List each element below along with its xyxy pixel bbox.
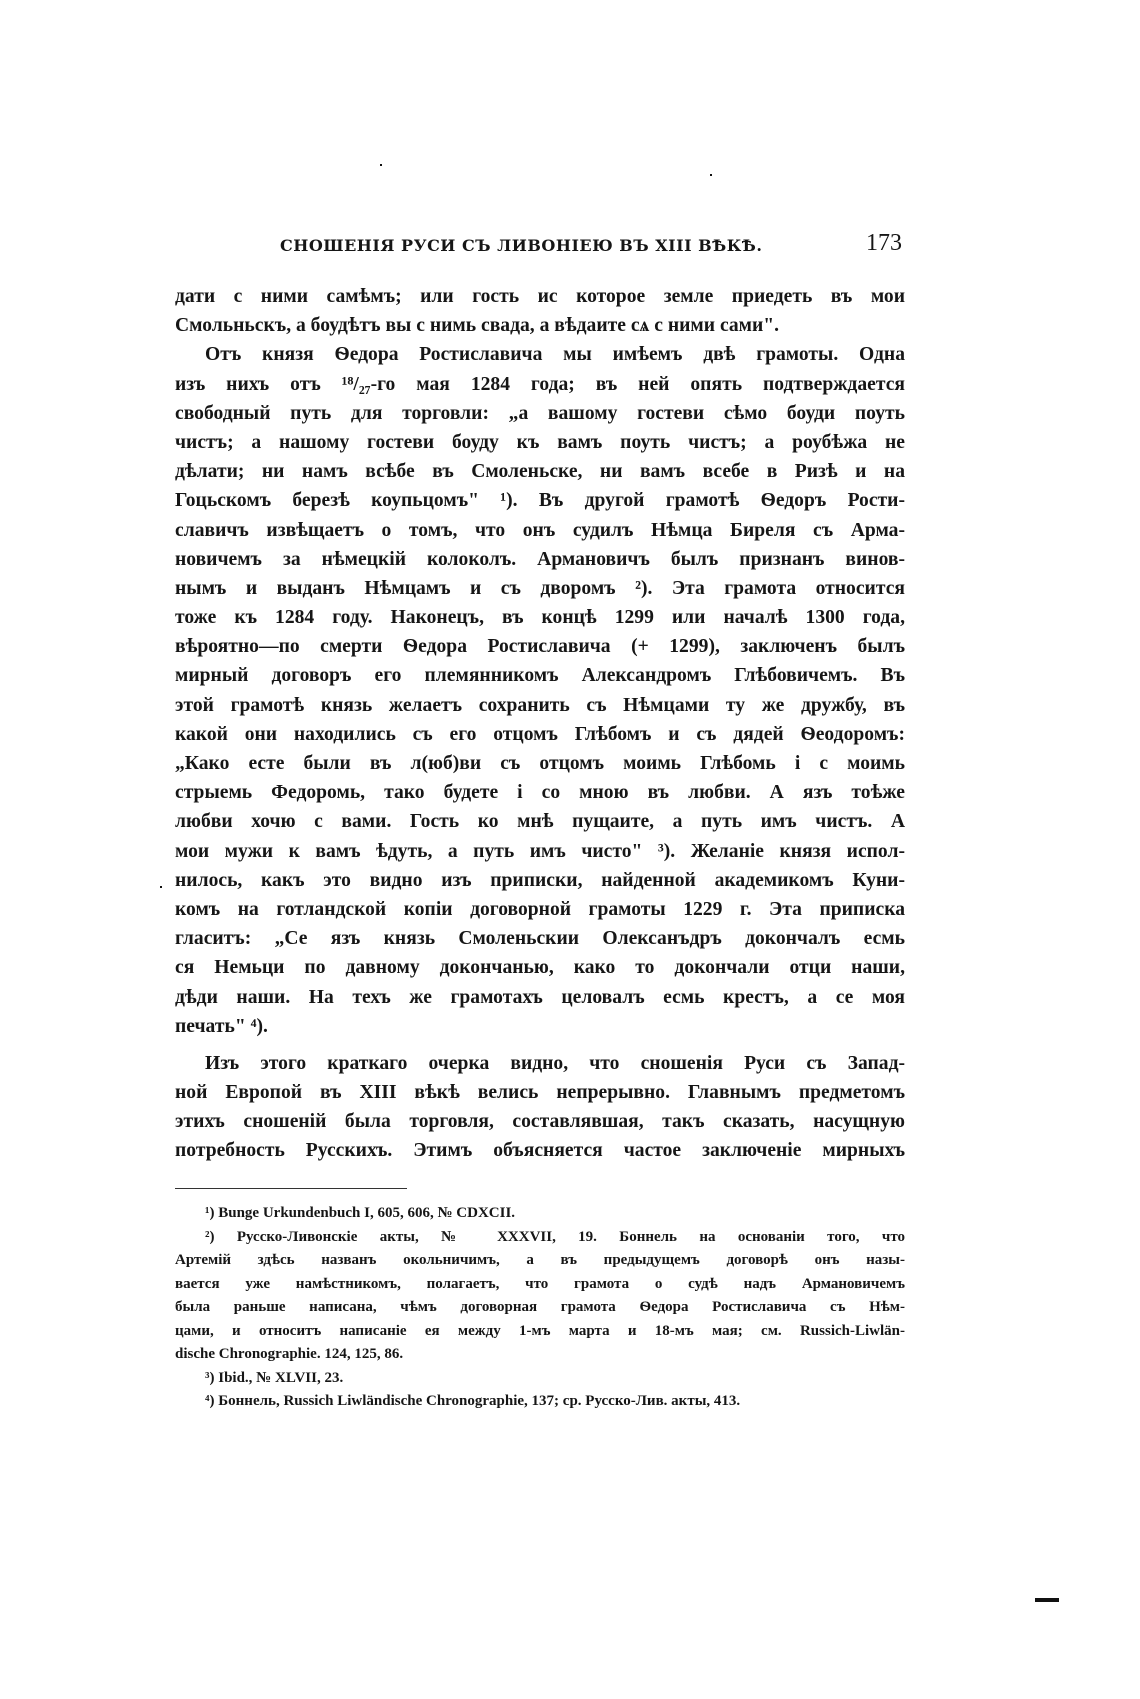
- text-line: стрыемь Федоромь, тако будете і со мною въ любви. А язъ тоѣже: [175, 782, 905, 804]
- text-line: дати с ними самѣмъ; или гость ис которое земле приедеть въ мои: [175, 286, 905, 307]
- footnote-line: вается уже намѣстникомъ, полагаетъ, что грамота о судѣ надъ Армановичемъ: [175, 1275, 905, 1292]
- text-line: любви хочю с вами. Гость ко мнѣ пущаите, а путь имъ чистъ. А: [175, 811, 905, 833]
- text-line: потребность Русскихъ. Этимъ объясняется частое заключеніе мирныхъ: [175, 1140, 905, 1162]
- footnote-line: ⁴) Боннель, Russich Liwländische Chronographie, 137; ср. Русско-Лив. акты, 413.: [205, 1393, 741, 1409]
- text-line: гласитъ: „Се язъ князь Смоленьскии Олексанъдръ докончалъ есмь: [175, 928, 905, 950]
- text-line: Смольньскъ, а боудѣтъ вы с нимь свада, а вѣдаите сѧ с ними сами".: [175, 315, 780, 337]
- text-line: этихъ сношеній была торговля, составлявшая, такъ сказать, насущную: [175, 1111, 905, 1133]
- footnote-line: цами, и относитъ написаніе ея между 1-мъ марта и 18-мъ мая; см. Russich-Liwlän-: [175, 1322, 905, 1339]
- scan-speck: [160, 886, 162, 888]
- text-line: изъ нихъ отъ ¹⁸/₂₇-го мая 1284 года; въ ней опять подтверждается: [175, 373, 905, 395]
- text-line: Отъ князя Ѳедора Ростиславича мы имѣемъ двѣ грамоты. Одна: [205, 344, 905, 366]
- running-head: СНОШЕНІЯ РУСИ СЪ ЛИВОНІЕЮ ВЪ XIII ВѢКѢ.: [280, 236, 763, 255]
- footnote-line: ²) Русско-Ливонскіе акты, № XXXVII, 19. Боннель на основаніи того, что: [205, 1228, 905, 1245]
- footnote-line: Артемій здѣсь названъ окольничимъ, а въ предыдущемъ договорѣ онъ назы-: [175, 1252, 905, 1268]
- main-text: [175, 282, 905, 1166]
- page-header: [175, 230, 902, 262]
- footnote-line: ¹) Bunge Urkundenbuch I, 605, 606, № CDXCII.: [205, 1205, 516, 1221]
- text-line: нымъ и выданъ Нѣмцамъ и съ дворомъ ²). Эта грамота относится: [175, 577, 905, 599]
- scan-mark: [1035, 1598, 1059, 1602]
- text-line: дѣди наши. На техъ же грамотахъ целовалъ есмь крестъ, а се моя: [175, 986, 905, 1008]
- text-line: этой грамотѣ князь желаетъ сохранить съ Нѣмцами ту же дружбу, въ: [175, 694, 905, 716]
- footnotes: [175, 1202, 905, 1414]
- text-line: вѣроятно—по смерти Ѳедора Ростиславича (+ 1299), заключенъ былъ: [175, 636, 905, 658]
- text-line: комъ на готландской копіи договорной грамоты 1229 г. Эта приписка: [175, 898, 905, 920]
- text-line: дѣлати; ни намъ всѣбе въ Смоленьске, ни вамъ всебе в Ризѣ и на: [175, 461, 905, 483]
- text-line: чистъ; а нашому гостеви боуду къ вамъ поуть чистъ; а роубѣжа не: [175, 431, 905, 453]
- text-line: ной Европой въ XIII вѣкѣ велись непрерывно. Главнымъ предметомъ: [175, 1082, 905, 1104]
- text-line: ся Немьци по давному докончанью, како то докончали отци наши,: [175, 957, 905, 979]
- page-number: 173: [866, 230, 902, 256]
- scan-speck: [710, 174, 712, 176]
- footnote-rule: [175, 1188, 407, 1189]
- text-line: нилось, какъ это видно изъ приписки, найденной академикомъ Куни-: [175, 869, 905, 891]
- text-line: тоже къ 1284 году. Наконецъ, въ концѣ 1299 или началѣ 1300 года,: [175, 607, 905, 629]
- text-line: Изъ этого краткаго очерка видно, что сношенія Руси съ Запад-: [205, 1052, 905, 1074]
- text-line: печать" ⁴).: [175, 1015, 268, 1037]
- text-line: мирный договоръ его племянникомъ Александромъ Глѣбовичемъ. Въ: [175, 665, 905, 687]
- text-line: Гоцьскомъ березѣ коупьцомъ" ¹). Въ другой грамотѣ Ѳедоръ Рости-: [175, 490, 905, 512]
- scan-speck: [380, 164, 382, 166]
- text-line: свободный путь для торговли: „а вашому гостеви сѣмо боуди поуть: [175, 402, 905, 424]
- footnote-line: была раньше написана, чѣмъ договорная грамота Ѳедора Ростиславича съ Нѣм-: [175, 1299, 905, 1315]
- text-line: какой они находились съ его отцомъ Глѣбомъ и съ дядей Ѳеодоромъ:: [175, 723, 905, 745]
- footnote-line: ³) Ibid., № XLVII, 23.: [205, 1369, 344, 1386]
- text-line: „Како есте были въ л(юб)ви съ отцомъ моимь Глѣбомь і с моимь: [175, 753, 905, 774]
- text-line: славичъ извѣщаетъ о томъ, что онъ судилъ Нѣмца Биреля съ Арма-: [175, 519, 905, 541]
- text-line: мои мужи к вамъ ѣдуть, а путь имъ чисто" ³). Желаніе князя испол-: [175, 840, 905, 862]
- text-line: новичемъ за нѣмецкій колоколъ. Армановичъ былъ признанъ винов-: [175, 548, 905, 570]
- footnote-line: dische Chronographie. 124, 125, 86.: [175, 1346, 404, 1362]
